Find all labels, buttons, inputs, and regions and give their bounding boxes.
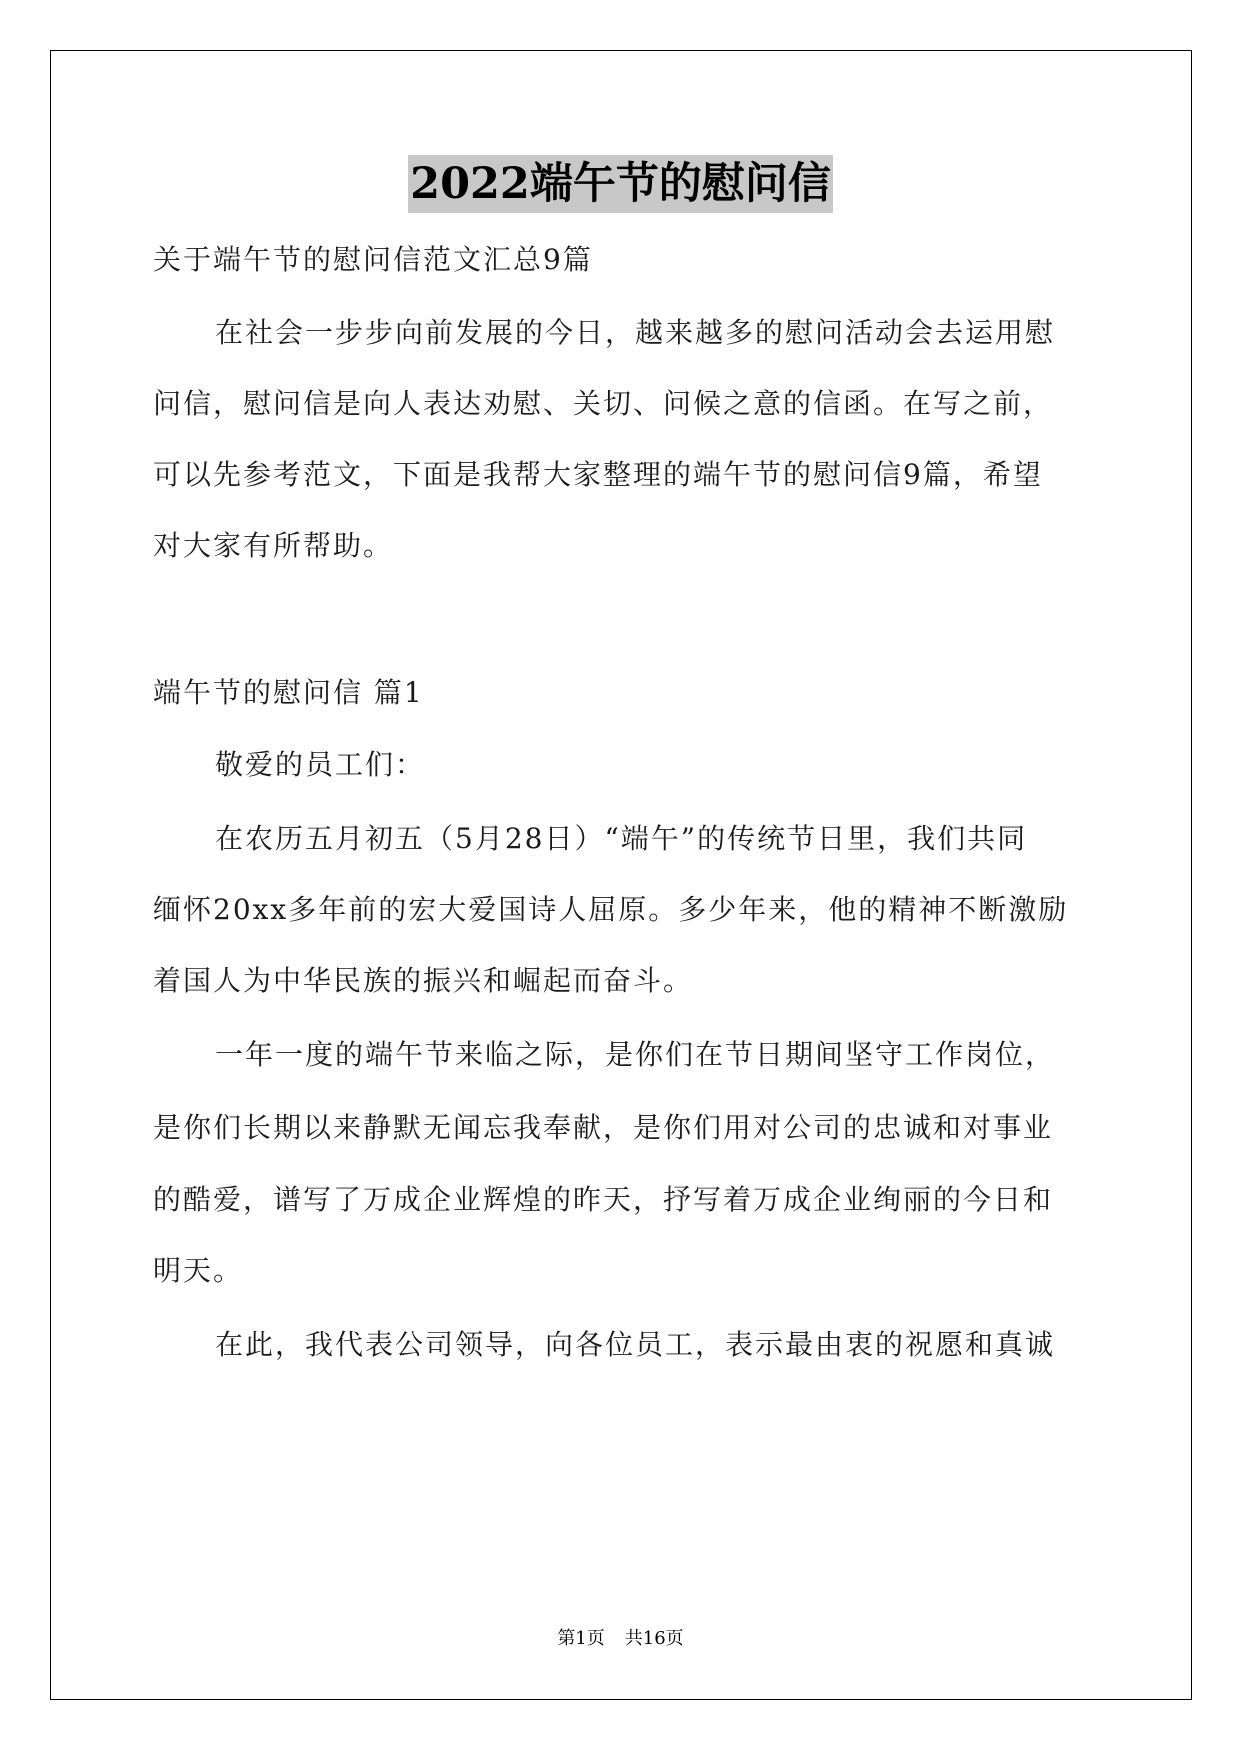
intro-line-2: 问信，慰问信是向人表达劝慰、关切、问候之意的信函。在写之前， xyxy=(153,387,1054,420)
body-line-2: 缅怀20xx多年前的宏大爱国诗人屈原。多少年来，他的精神不断激励 xyxy=(153,893,1069,926)
page-number-total: 共16页 xyxy=(624,1628,684,1649)
page-footer xyxy=(0,1627,1241,1651)
intro-line-1: 在社会一步步向前发展的今日，越来越多的慰问活动会去运用慰 xyxy=(215,316,1056,349)
body-line-6: 的酷爱，谱写了万成企业辉煌的昨天，抒写着万成企业绚丽的今日和 xyxy=(153,1183,1054,1216)
intro-line-4: 对大家有所帮助。 xyxy=(153,529,394,562)
body-line-8: 在此，我代表公司领导，向各位员工，表示最由衷的祝愿和真诚 xyxy=(215,1328,1056,1361)
body-line-4: 一年一度的端午节来临之际，是你们在节日期间坚守工作岗位， xyxy=(215,1038,1056,1071)
body-line-3: 着国人为中华民族的振兴和崛起而奋斗。 xyxy=(153,964,694,997)
page-border xyxy=(50,50,1192,1700)
body-line-7: 明天。 xyxy=(153,1254,244,1287)
section-heading: 端午节的慰问信 篇1 xyxy=(153,676,424,709)
salutation: 敬爱的员工们： xyxy=(215,748,426,781)
document-title-text: 2022端午节的慰问信 xyxy=(408,155,833,213)
intro-line-3: 可以先参考范文，下面是我帮大家整理的端午节的慰问信9篇，希望 xyxy=(153,458,1043,491)
subtitle: 关于端午节的慰问信范文汇总9篇 xyxy=(153,243,593,276)
page-number-current: 第1页 xyxy=(557,1628,605,1649)
document-title xyxy=(0,155,1241,213)
body-line-5: 是你们长期以来静默无闻忘我奉献，是你们用对公司的忠诚和对事业 xyxy=(153,1111,1054,1144)
body-line-1: 在农历五月初五（5月28日）“端午”的传统节日里，我们共同 xyxy=(215,822,1028,855)
